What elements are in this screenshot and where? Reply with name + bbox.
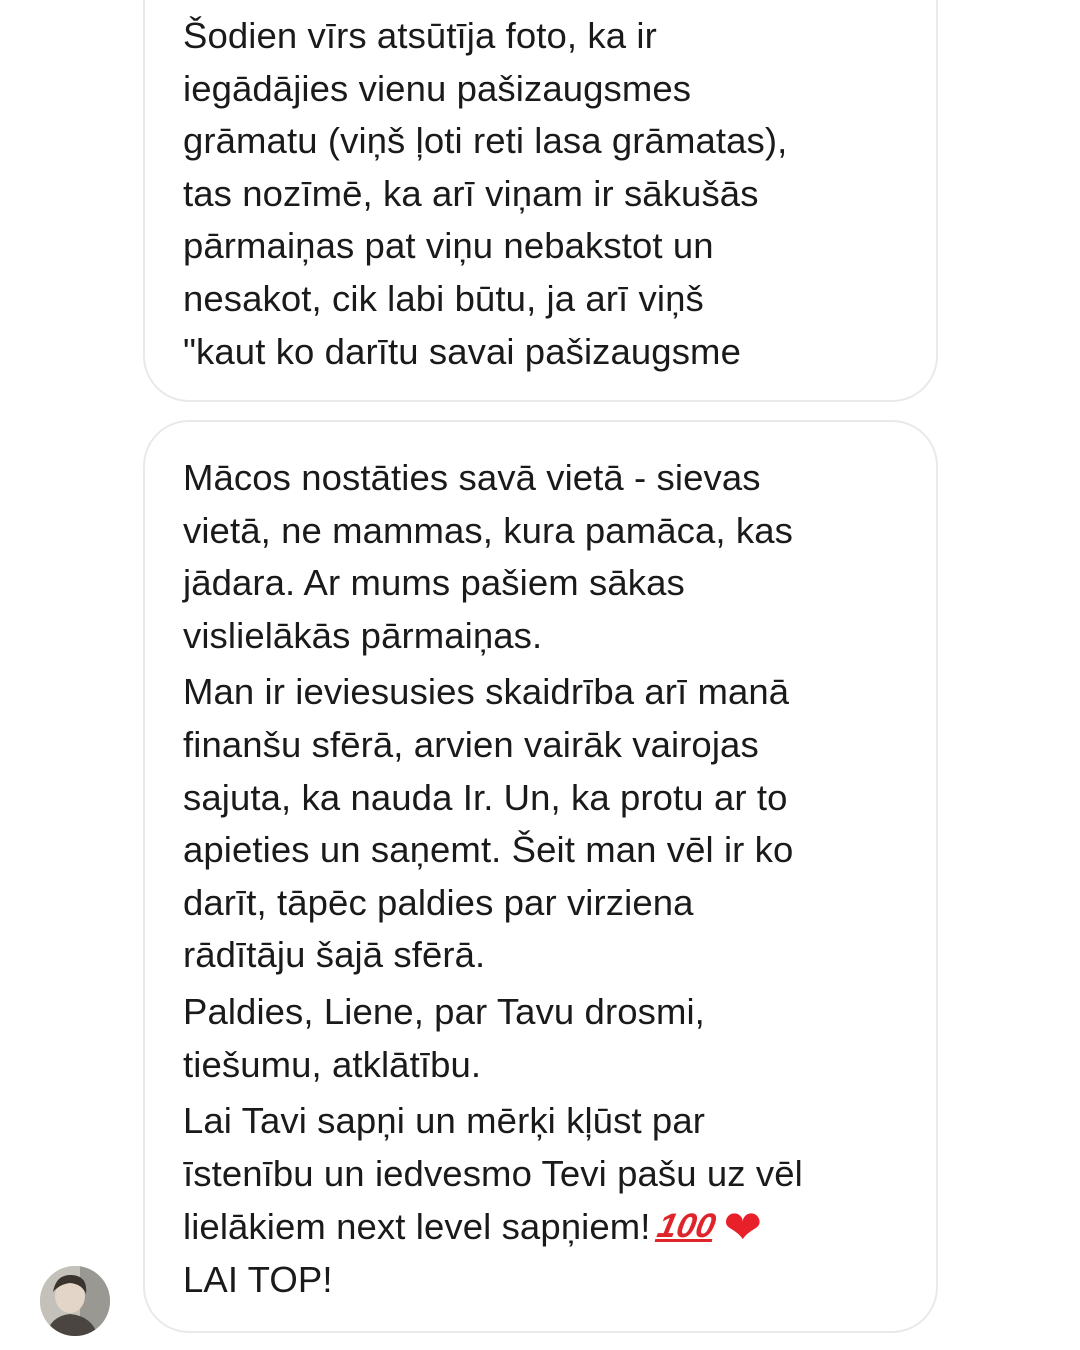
message-paragraph-2: Man ir ieviesusies skaidrība arī manā finanšu sfērā, arvien vairāk vairojas sajuta, ka nauda Ir. Un, ka protu ar to apieties un saņemt. Šeit man vēl ir ko darīt, tāpēc paldies par virziena rādītāju šajā sfērā. [183,671,794,976]
hundred-points-icon: 100 [654,1207,720,1246]
message-bubble-2[interactable] [143,420,938,1333]
message-paragraph-4 [183,1095,906,1254]
message-text: Šodien vīrs atsūtīja foto, ka ir iegādājies vienu pašizaugsmes grāmatu (viņš ļoti reti lasa grāmatas), tas nozīmē, ka arī viņam ir sākušās pārmaiņas pat viņu nebakstot un nesakot, cik labi būtu, ja arī viņš "kaut ko darītu savai pašizaugsme [183,15,788,372]
message-paragraph-1: Mācos nostāties savā vietā - sievas vietā, ne mammas, kura pamāca, kas jādara. Ar mums pašiem sākas vislielākās pārmaiņas. [183,457,793,656]
red-heart-icon: ❤ [723,1201,763,1254]
avatar[interactable] [40,1266,110,1336]
message-closing: LAI TOP! [183,1258,333,1300]
message-paragraph-4-text: Lai Tavi sapņi un mērķi kļūst par īstenību un iedvesmo Tevi pašu uz vēl lielākiem next level sapņiem! [183,1100,803,1248]
message-bubble-1[interactable] [143,0,938,402]
avatar-icon [40,1266,110,1336]
message-paragraph-3: Paldies, Liene, par Tavu drosmi, tiešumu, atklātību. [183,990,705,1085]
